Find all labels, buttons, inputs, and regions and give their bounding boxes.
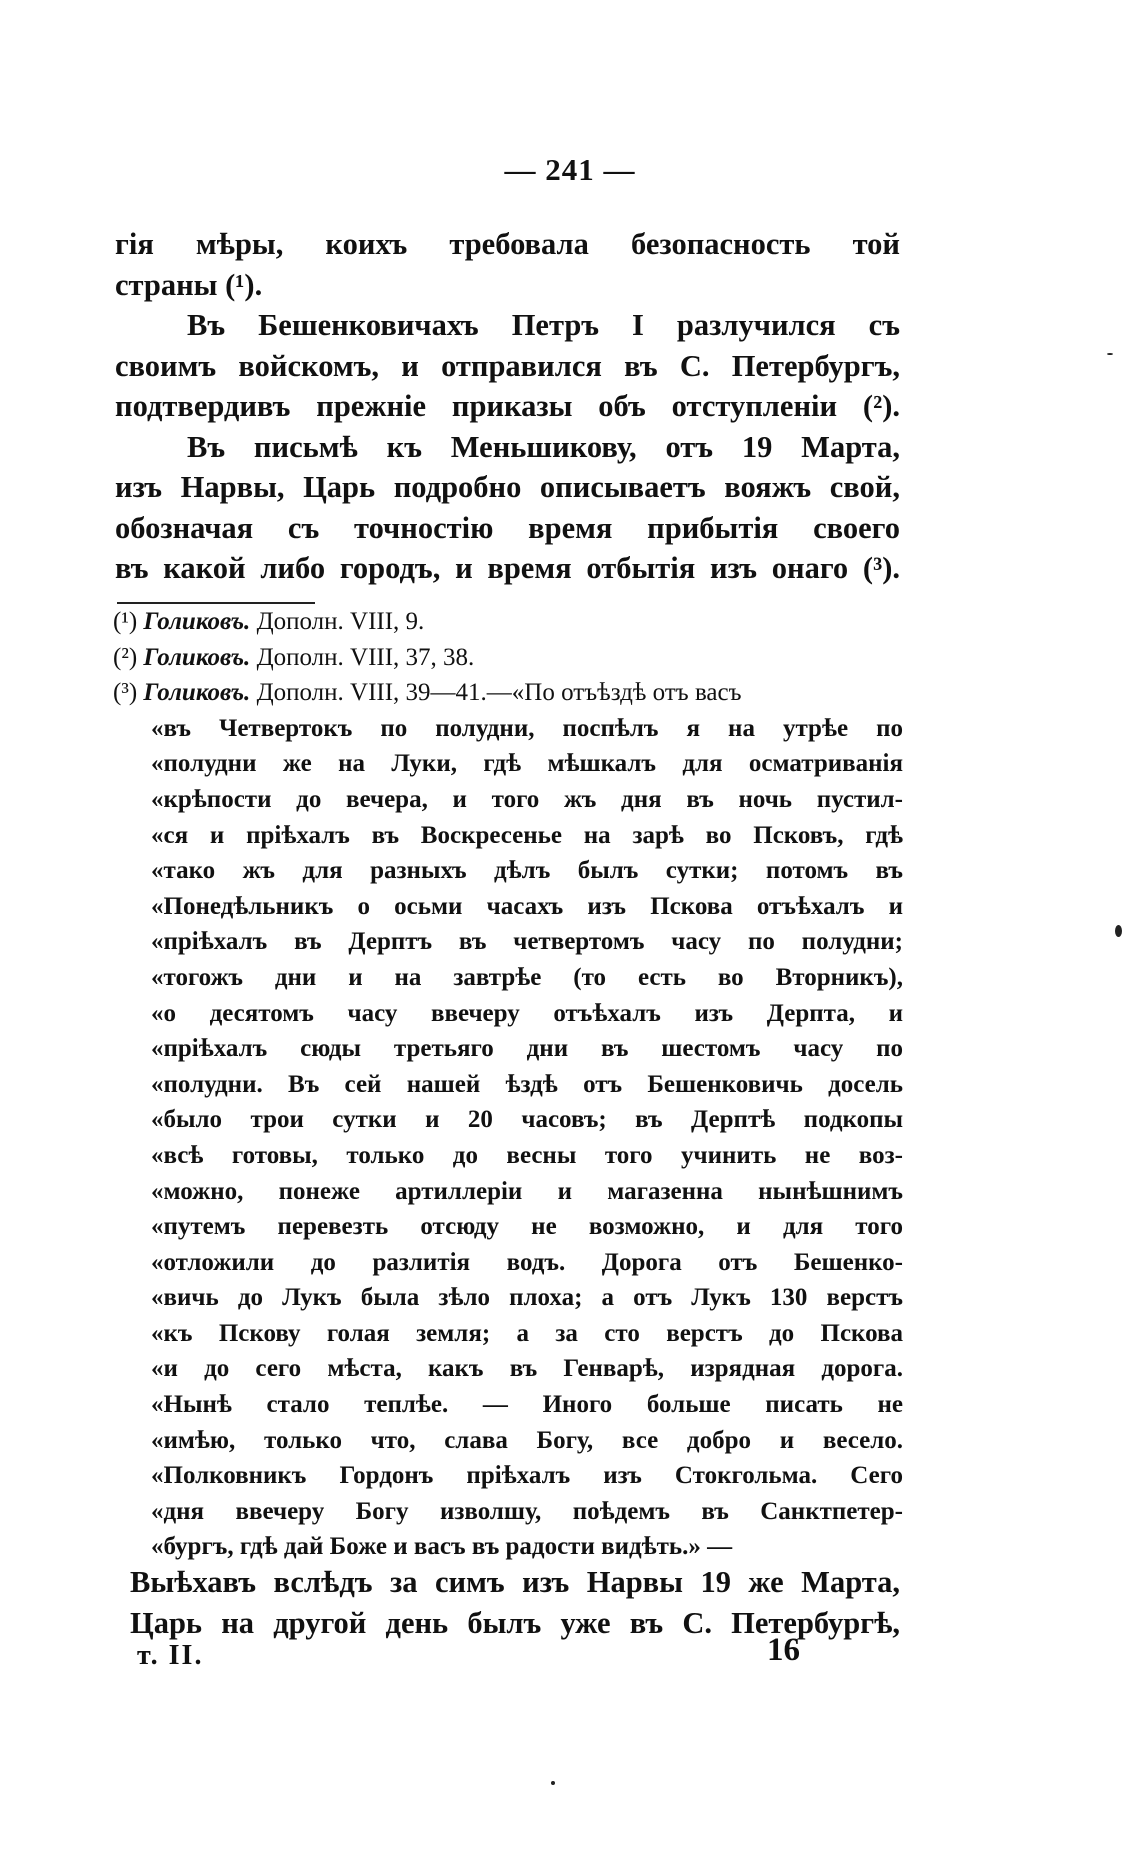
quote-line: «полудни же на Луки, гдѣ мѣшкалъ для осматриванія <box>151 750 903 778</box>
text-line: обозначая съ точностію время прибытія своего <box>115 510 900 545</box>
quote-line: «о десятомъ часу ввечеру отъѣхалъ изъ Дерпта, и <box>151 999 903 1027</box>
quote-line: «бургъ, гдѣ дай Боже и васъ въ радости видѣть.» — <box>151 1533 733 1561</box>
quote-line: «крѣпости до вечера, и того жъ дня въ ночь пустил- <box>151 785 903 813</box>
footnote-author: Голиковъ. <box>143 679 251 707</box>
quote-line: «отложили до разлитія водъ. Дорога отъ Бешенко- <box>151 1248 903 1276</box>
main-text <box>115 224 900 589</box>
footnote-ref: Дополн. VIII, 37, 38. <box>256 643 475 671</box>
footnote-3 <box>113 675 903 711</box>
footnote-marker: (³) <box>113 679 138 707</box>
footnote-marker: (²) <box>113 643 138 671</box>
footnote-1 <box>113 604 903 640</box>
quote-line: «путемъ перевезть отсюду не возможно, и для того <box>151 1213 903 1241</box>
text-line: гія мѣры, коихъ требовала безопасность той <box>115 227 900 261</box>
quote-line: «Нынѣ стало теплѣе. — Иного больше писать не <box>151 1391 903 1419</box>
quote-line: «Полковникъ Гордонъ пріѣхалъ изъ Стокгольма. Сего <box>151 1462 903 1490</box>
ink-speck <box>1107 353 1113 355</box>
text-line: изъ Нарвы, Царь подробно описываетъ вояжъ свой, <box>115 470 900 504</box>
text-line: Въ Бешенковичахъ Петръ I разлучился съ <box>187 308 900 342</box>
quote-line: «къ Пскову голая земля; а за сто верстъ до Пскова <box>151 1319 903 1347</box>
footnote-author: Голиковъ. <box>143 643 251 671</box>
text-line: Въ письмѣ къ Меньшикову, отъ 19 Марта, <box>187 429 900 464</box>
quote-line: «можно, понеже артиллеріи и магазенна нынѣшнимъ <box>151 1177 903 1205</box>
quote-line: «всѣ готовы, только до весны того учинить не воз- <box>151 1141 903 1169</box>
footnote-author: Голиковъ. <box>143 608 251 635</box>
quote-line: «вичь до Лукъ была зѣло плоха; а отъ Лукъ 130 верстъ <box>151 1284 903 1312</box>
quote-line: «тогожъ дни и на завтрѣе (то есть во Вторникъ), <box>151 963 903 991</box>
quote-line: «и до сего мѣста, какъ въ Генварѣ, изрядная дорога. <box>151 1355 903 1383</box>
footnote-ref: Дополн. VIII, 39—41.—«По отъѣздѣ отъ васъ <box>256 679 742 707</box>
gathering-number: 16 <box>767 1632 800 1668</box>
page-number: — 241 — <box>504 152 636 187</box>
quote-line: «пріѣхалъ въ Дерптъ въ четвертомъ часу по полудни; <box>151 928 903 956</box>
quote-line: «было трои сутки и 20 часовъ; въ Дерптѣ подкопы <box>151 1106 903 1134</box>
volume-signature: т. II. <box>137 1640 204 1671</box>
ink-speck <box>1115 925 1122 937</box>
footnote-2 <box>113 640 903 676</box>
quote-line: «дня ввечеру Богу изволшу, поѣдемъ въ Санктпетер- <box>151 1497 903 1525</box>
quote-line: «пріѣхалъ сюды третьяго дни въ шестомъ часу по <box>151 1035 903 1063</box>
ink-speck <box>551 1781 555 1785</box>
text-line: въ какой либо городъ, и время отбытія изъ онаго (³). <box>115 551 900 585</box>
quote-line: «ся и пріѣхалъ въ Воскресенье на зарѣ во Псковъ, гдѣ <box>151 821 903 849</box>
text-line: Царь на другой день былъ уже въ С. Петербургѣ, <box>130 1605 900 1640</box>
text-line: подтвердивъ прежніе приказы объ отступленіи (²). <box>115 389 900 423</box>
text-line: страны (¹). <box>115 267 263 302</box>
quote-line: «тако жъ для разныхъ дѣлъ былъ сутки; потомъ въ <box>151 857 903 885</box>
quote-line: «въ Четвертокъ по полудни, поспѣлъ я на утрѣе по <box>151 714 903 742</box>
quote-line: «полудни. Въ сей нашей ѣздѣ отъ Бешенковичь досель <box>151 1070 903 1098</box>
text-line: своимъ войскомъ, и отправился въ С. Петербургъ, <box>115 348 900 383</box>
footnote-quote <box>113 711 903 1565</box>
text-line: Выѣхавъ вслѣдъ за симъ изъ Нарвы 19 же Марта, <box>130 1565 900 1599</box>
footnote-marker: (¹) <box>113 608 138 635</box>
main-text-continued <box>130 1562 900 1643</box>
quote-line: «Понедѣльникъ о осьми часахъ изъ Пскова отъѣхалъ и <box>151 892 903 920</box>
quote-line: «имѣю, только что, слава Богу, все добро и весело. <box>151 1426 903 1454</box>
footnotes <box>113 604 903 1565</box>
footnote-ref: Дополн. VIII, 9. <box>256 608 425 635</box>
